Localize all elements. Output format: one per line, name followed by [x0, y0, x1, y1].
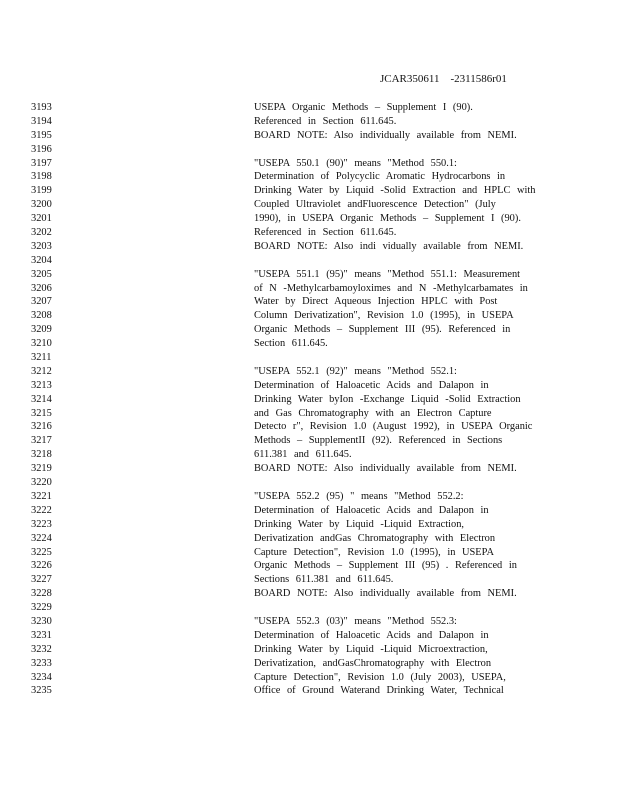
line-number: 3214: [31, 393, 52, 405]
line-text: "USEPA 552.2 (95) " means "Method 552.2:: [254, 490, 464, 502]
line-number: 3202: [31, 227, 52, 239]
document-line: [0, 601, 618, 615]
line-number: 3209: [31, 324, 52, 336]
line-text: Capture Detection", Revision 1.0 (July 2003), USEPA,: [254, 671, 506, 683]
line-text: 1990), in USEPA Organic Methods – Supplement I (90).: [254, 213, 521, 225]
line-number: 3205: [31, 268, 52, 280]
line-number: 3222: [31, 504, 52, 516]
document-line: [0, 309, 618, 323]
line-text: Detecto r", Revision 1.0 (August 1992), in USEPA Organic: [254, 421, 533, 433]
line-number: 3203: [31, 240, 52, 252]
line-number: 3216: [31, 421, 52, 433]
line-text: BOARD NOTE: Also individually available from NEMI.: [254, 588, 517, 600]
line-number: 3194: [31, 115, 52, 127]
line-text: Determination of Polycyclic Aromatic Hydrocarbons in: [254, 171, 506, 183]
document-body: [0, 101, 618, 698]
line-text: Section 611.645.: [254, 338, 328, 350]
line-text: Column Derivatization", Revision 1.0 (1995), in USEPA: [254, 310, 514, 322]
document-line: [0, 532, 618, 546]
line-number: 3219: [31, 463, 52, 475]
line-text: BOARD NOTE: Also individually available from NEMI.: [254, 129, 517, 141]
line-text: Office of Ground Waterand Drinking Water, Technical: [254, 685, 504, 697]
document-line: [0, 226, 618, 240]
document-line: [0, 282, 618, 296]
document-line: [0, 657, 618, 671]
document-line: [0, 615, 618, 629]
line-number: 3235: [31, 685, 52, 697]
document-line: [0, 212, 618, 226]
document-line: [0, 393, 618, 407]
document-line: [0, 407, 618, 421]
line-number: 3211: [31, 352, 52, 364]
line-text: Organic Methods – Supplement III (95). Referenced in: [254, 324, 511, 336]
document-line: [0, 476, 618, 490]
line-number: 3223: [31, 518, 52, 530]
document-line: [0, 365, 618, 379]
document-header-id: JCAR350611 -2311586r01: [380, 73, 507, 85]
line-number: 3217: [31, 435, 52, 447]
line-text: Coupled Ultraviolet andFluorescence Detection" (July: [254, 199, 496, 211]
document-line: [0, 462, 618, 476]
line-number: 3218: [31, 449, 52, 461]
document-line: [0, 420, 618, 434]
line-number: 3195: [31, 129, 52, 141]
document-line: [0, 434, 618, 448]
document-line: [0, 587, 618, 601]
line-number: 3224: [31, 532, 52, 544]
line-number: 3201: [31, 213, 52, 225]
line-number: 3200: [31, 199, 52, 211]
document-line: [0, 157, 618, 171]
document-line: [0, 448, 618, 462]
document-line: [0, 337, 618, 351]
document-line: [0, 546, 618, 560]
line-number: 3234: [31, 671, 52, 683]
line-text: Derivatization andGas Chromatography with Electron: [254, 532, 496, 544]
line-number: 3231: [31, 629, 52, 641]
line-number: 3212: [31, 365, 52, 377]
line-number: 3227: [31, 574, 52, 586]
line-number: 3213: [31, 379, 52, 391]
line-number: 3207: [31, 296, 52, 308]
document-line: [0, 129, 618, 143]
line-number: 3226: [31, 560, 52, 572]
line-text: "USEPA 552.1 (92)" means "Method 552.1:: [254, 365, 457, 377]
line-text: Sections 611.381 and 611.645.: [254, 574, 394, 586]
line-text: Referenced in Section 611.645.: [254, 227, 397, 239]
line-text: Capture Detection", Revision 1.0 (1995), in USEPA: [254, 546, 494, 558]
line-number: 3232: [31, 643, 52, 655]
line-number: 3197: [31, 157, 52, 169]
line-text: USEPA Organic Methods – Supplement I (90).: [254, 102, 473, 113]
line-text: Referenced in Section 611.645.: [254, 115, 397, 127]
document-line: [0, 643, 618, 657]
document-line: [0, 268, 618, 282]
document-line: [0, 629, 618, 643]
line-text: "USEPA 551.1 (95)" means "Method 551.1: Measurement: [254, 268, 521, 280]
line-number: 3221: [31, 490, 52, 502]
line-text: Drinking Water by Liquid -Liquid Microextraction,: [254, 643, 488, 655]
document-line: [0, 323, 618, 337]
line-number: 3196: [31, 143, 52, 155]
line-number: 3228: [31, 588, 52, 600]
document-line: [0, 490, 618, 504]
document-line: [0, 573, 618, 587]
line-text: BOARD NOTE: Also indi vidually available from NEMI.: [254, 240, 524, 252]
line-number: 3199: [31, 185, 52, 197]
line-text: Determination of Haloacetic Acids and Dalapon in: [254, 504, 489, 516]
line-number: 3204: [31, 254, 52, 266]
document-line: [0, 254, 618, 268]
line-text: "USEPA 550.1 (90)" means "Method 550.1:: [254, 157, 457, 169]
document-line: [0, 379, 618, 393]
line-number: 3206: [31, 282, 52, 294]
document-line: [0, 170, 618, 184]
document-line: [0, 684, 618, 698]
line-text: Derivatization, andGasChromatography with Electron: [254, 657, 492, 669]
line-text: Organic Methods – Supplement III (95) . Referenced in: [254, 560, 517, 572]
line-text: "USEPA 552.3 (03)" means "Method 552.3:: [254, 615, 457, 627]
document-line: [0, 351, 618, 365]
line-text: of N -Methylcarbamoyloximes and N -Methylcarbamates in: [254, 282, 528, 294]
line-text: Water by Direct Aqueous Injection HPLC with Post: [254, 296, 498, 308]
document-line: [0, 101, 618, 115]
document-line: [0, 198, 618, 212]
document-line: [0, 240, 618, 254]
line-text: Drinking Water byIon -Exchange Liquid -Solid Extraction: [254, 393, 521, 405]
line-number: 3230: [31, 615, 52, 627]
line-number: 3210: [31, 338, 52, 350]
line-text: and Gas Chromatography with an Electron Capture: [254, 407, 492, 419]
line-number: 3193: [31, 102, 52, 113]
line-text: Drinking Water by Liquid -Liquid Extraction,: [254, 518, 465, 530]
document-line: [0, 115, 618, 129]
line-text: 611.381 and 611.645.: [254, 449, 352, 461]
line-number: 3215: [31, 407, 52, 419]
line-text: BOARD NOTE: Also individually available from NEMI.: [254, 463, 517, 475]
line-number: 3220: [31, 477, 52, 489]
document-line: [0, 295, 618, 309]
line-number: 3198: [31, 171, 52, 183]
document-line: [0, 518, 618, 532]
line-number: 3229: [31, 602, 52, 614]
line-text: Drinking Water by Liquid -Solid Extraction and HPLC with: [254, 185, 536, 197]
line-number: 3208: [31, 310, 52, 322]
line-number: 3233: [31, 657, 52, 669]
line-text: Determination of Haloacetic Acids and Dalapon in: [254, 379, 489, 391]
document-line: [0, 504, 618, 518]
document-line: [0, 559, 618, 573]
line-text: Methods – SupplementII (92). Referenced in Sections: [254, 435, 503, 447]
document-line: [0, 671, 618, 685]
document-line: [0, 184, 618, 198]
line-number: 3225: [31, 546, 52, 558]
line-text: Determination of Haloacetic Acids and Dalapon in: [254, 629, 489, 641]
document-line: [0, 143, 618, 157]
